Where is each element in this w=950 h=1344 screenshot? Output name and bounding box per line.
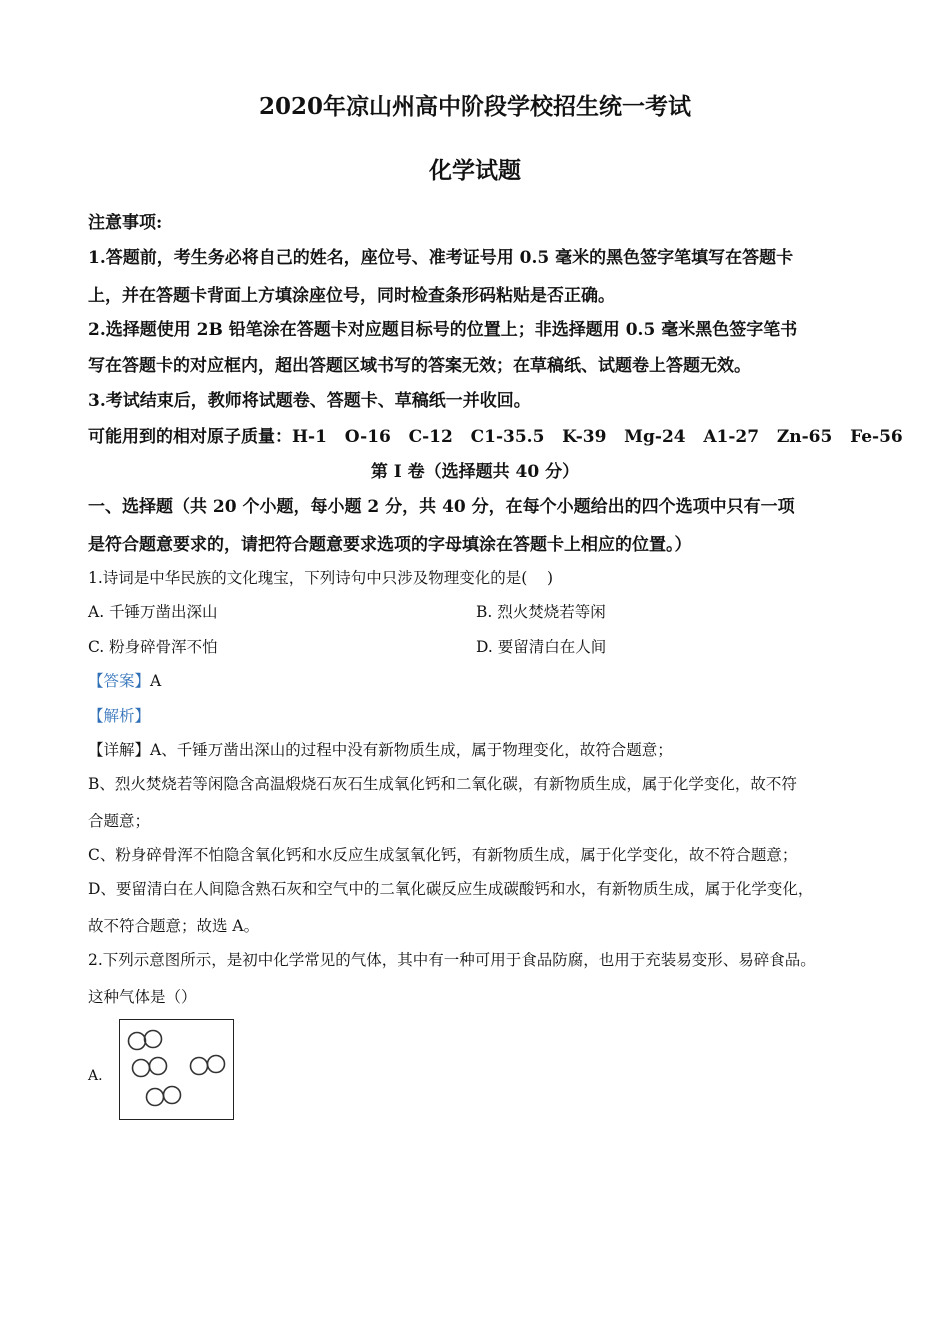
answer-value: A xyxy=(150,672,162,690)
section-instructions: 是符合题意要求的，请把符合题意要求选项的字母填涂在答题卡上相应的位置。） xyxy=(88,535,692,555)
page-subtitle: 化学试题 xyxy=(429,157,521,184)
notice-line: 写在答题卡的对应框内，超出答题区域书写的答案无效；在草稿纸、试题卷上答题无效。 xyxy=(88,356,751,376)
detail-line: C、粉身碎骨浑不怕隐含氧化钙和水反应生成氢氧化钙，有新物质生成，属于化学变化，故不符合题意； xyxy=(88,846,798,864)
detail-line: 故不符合题意；故选 A。 xyxy=(88,917,260,935)
notice-line: 3.考试结束后，教师将试题卷、答题卡、草稿纸一并收回。 xyxy=(88,391,531,411)
question-2-stem: 2.下列示意图所示，是初中化学常见的气体，其中有一种可用于食品防腐，也用于充装易变形、易碎食品。 xyxy=(88,951,816,969)
atom-circle xyxy=(164,1087,181,1104)
detail-line: D、要留清白在人间隐含熟石灰和空气中的二氧化碳反应生成碳酸钙和水，有新物质生成，属于化学变化， xyxy=(88,880,814,898)
answer-label: 【答案】 xyxy=(88,672,151,690)
notice-line: 2.选择题使用 2B 铅笔涂在答题卡对应题目标号的位置上；非选择题用 0.5 毫米黑色签字笔书 xyxy=(88,320,798,340)
atom-circle xyxy=(133,1060,150,1077)
question-1-option-c: C. 粉身碎骨浑不怕 xyxy=(88,638,218,656)
notice-line: 上，并在答题卡背面上方填涂座位号，同时检查条形码粘贴是否正确。 xyxy=(88,286,615,306)
molecule-diagram xyxy=(120,1020,232,1118)
atom-circle xyxy=(191,1058,208,1075)
volume-heading: 第 I 卷（选择题共 40 分） xyxy=(370,462,580,482)
answer-row xyxy=(88,669,878,691)
atom-circle xyxy=(147,1089,164,1106)
detail-line: 【详解】A、千锤万凿出深山的过程中没有新物质生成，属于物理变化，故符合题意； xyxy=(88,741,673,759)
detail-line: 合题意； xyxy=(88,812,151,830)
question-1-option-a: A. 千锤万凿出深山 xyxy=(88,603,218,621)
notice-heading: 注意事项: xyxy=(88,213,163,233)
atom-circle xyxy=(129,1033,146,1050)
question-1-option-d: D. 要留清白在人间 xyxy=(476,638,607,656)
question-2-option-a-label: A. xyxy=(88,1068,103,1084)
atomic-mass-line: 可能用到的相对原子质量：H-1 O-16 C-12 C1-35.5 K-39 Mg-24 A1-27 Zn-65 Fe-56 xyxy=(88,427,903,447)
analysis-label: 【解析】 xyxy=(88,707,151,725)
notice-line: 1.答题前，考生务必将自己的姓名，座位号、准考证号用 0.5 毫米的黑色签字笔填写在答题卡 xyxy=(88,248,794,268)
detail-line: B、烈火焚烧若等闲隐含高温煅烧石灰石生成氧化钙和二氧化碳，有新物质生成，属于化学变化，故不符 xyxy=(88,775,797,793)
question-1-stem: 1.诗词是中华民族的文化瑰宝，下列诗句中只涉及物理变化的是( ) xyxy=(88,569,554,587)
section-instructions: 一、选择题（共 20 个小题，每小题 2 分，共 40 分，在每个小题给出的四个选项中只有一项 xyxy=(88,497,795,517)
question-1-option-b: B. 烈火焚烧若等闲 xyxy=(476,603,606,621)
atom-circle xyxy=(208,1056,225,1073)
molecule-diagram-box xyxy=(119,1019,234,1120)
question-2-stem: 这种气体是（） xyxy=(88,988,197,1006)
atom-circle xyxy=(150,1058,167,1075)
atom-circle xyxy=(145,1031,162,1048)
page-title: 2020年凉山州高中阶段学校招生统一考试 xyxy=(258,93,691,120)
